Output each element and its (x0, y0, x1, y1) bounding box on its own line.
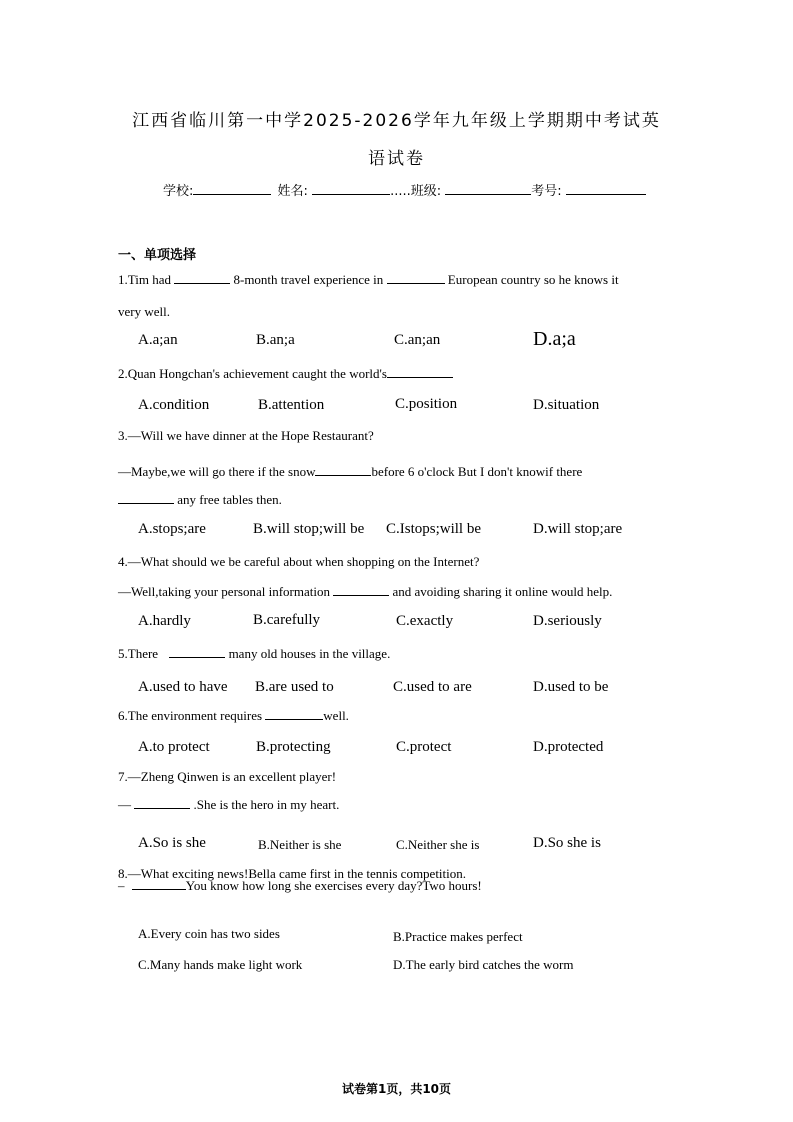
name-label: 姓名: (277, 184, 308, 199)
q5-option-d[interactable]: D.used to be (533, 679, 609, 695)
q4-option-d[interactable]: D.seriously (533, 613, 602, 629)
school-blank (193, 182, 271, 195)
class-label: 班级: (410, 184, 442, 199)
q8-option-d[interactable]: D.The early bird catches the worm (393, 957, 574, 972)
question-4-line-2 (118, 584, 612, 600)
question-1-line-1 (118, 272, 619, 288)
q3-stem-b: —Maybe,we will go there if the snow (118, 464, 316, 479)
q5-option-c[interactable]: C.used to are (393, 679, 472, 695)
q1-blank-2 (387, 272, 445, 284)
exam-no-label: 考号: (531, 184, 562, 199)
page-title-line-1: 江西省临川第一中学2025-2026学年九年级上学期期中考试英 (132, 111, 661, 131)
question-5 (118, 646, 390, 662)
school-label: 学校: (163, 184, 194, 199)
q2-option-a[interactable]: A.condition (138, 397, 210, 413)
q6-option-b[interactable]: B.protecting (256, 739, 331, 755)
q8-blank (132, 878, 186, 890)
q3-stem-c: before 6 o'clock But I don't knowif there (371, 464, 583, 479)
q4-option-b[interactable]: B.carefully (253, 612, 321, 628)
q1-blank-1 (174, 272, 230, 284)
q1-stem-b: 8-month travel experience in (233, 272, 384, 287)
q1-stem-d: very well. (118, 304, 170, 319)
class-blank (445, 182, 531, 195)
q3-option-b[interactable]: B.will stop;will be (253, 521, 365, 537)
q4-stem-a: 4.—What should we be careful about when shopping on the Internet? (118, 554, 480, 569)
question-7-line-2 (118, 797, 339, 813)
q1-option-a[interactable]: A.a;an (138, 332, 178, 348)
q2-stem-a: 2.Quan Hongchan's achievement caught the world's (118, 366, 387, 381)
q8-stem-a: 8.—What exciting news!Bella came first in the tennis competition. (118, 866, 467, 881)
q5-stem-b: many old houses in the village. (228, 646, 391, 661)
q3-stem-a: 3.—Will we have dinner at the Hope Restaurant? (118, 428, 374, 443)
q3-stem-d: any free tables then. (177, 492, 282, 507)
q6-stem-a: 6.The environment requires (118, 708, 263, 723)
q7-option-b[interactable]: B.Neither is she (258, 837, 342, 852)
q8-option-a[interactable]: A.Every coin has two sides (138, 926, 280, 941)
q2-blank (387, 366, 453, 378)
q3-option-d[interactable]: D.will stop;are (533, 521, 623, 537)
page-title-line-2: 语试卷 (368, 149, 425, 169)
dots: ..... (390, 184, 411, 199)
q1-stem-c: European country so he knows it (447, 272, 619, 287)
q1-option-c[interactable]: C.an;an (394, 332, 441, 348)
q5-stem-a: 5.There (118, 646, 159, 661)
q2-option-b[interactable]: B.attention (258, 397, 325, 413)
q5-option-a[interactable]: A.used to have (138, 679, 228, 695)
q6-blank (265, 708, 323, 720)
q7-stem-a: 7.—Zheng Qinwen is an excellent player! (118, 769, 337, 784)
question-3-line-2 (118, 464, 582, 480)
q5-option-b[interactable]: B.are used to (255, 679, 334, 695)
q6-option-d[interactable]: D.protected (533, 739, 604, 755)
q6-option-a[interactable]: A.to protect (138, 739, 210, 755)
q8-option-b[interactable]: B.Practice makes perfect (393, 929, 523, 944)
question-6 (118, 708, 349, 724)
q2-option-d[interactable]: D.situation (533, 397, 600, 413)
q7-stem-b: — (118, 797, 131, 812)
q4-blank (333, 584, 389, 596)
q4-stem-c: and avoiding sharing it online would help. (392, 584, 613, 599)
q8-stem-c: You know how long she exercises every day?Two hours! (185, 878, 482, 893)
q8-option-c[interactable]: C.Many hands make light work (138, 957, 303, 972)
q3-option-a[interactable]: A.stops;are (138, 521, 206, 537)
q7-option-a[interactable]: A.So is she (138, 835, 206, 851)
page-footer: 试卷第1页，共10页 (341, 1082, 452, 1096)
student-info-line (163, 180, 646, 199)
q8-stem-b: – (118, 878, 125, 893)
q1-stem-a: 1.Tim had (118, 272, 171, 287)
question-2 (118, 366, 453, 382)
name-blank (312, 182, 390, 195)
q3-blank-2 (118, 492, 174, 504)
q4-stem-b: —Well,taking your personal information (118, 584, 330, 599)
q3-option-c[interactable]: C.Istops;will be (386, 521, 482, 537)
q6-option-c[interactable]: C.protect (396, 739, 452, 755)
q7-option-c[interactable]: C.Neither she is (396, 837, 480, 852)
question-8-line-2 (118, 878, 482, 894)
q2-option-c[interactable]: C.position (395, 396, 458, 412)
q7-stem-c: .She is the hero in my heart. (193, 797, 340, 812)
question-3-line-3 (118, 492, 282, 508)
q7-option-d[interactable]: D.So she is (533, 835, 601, 851)
q3-blank-1 (315, 464, 371, 476)
q4-option-c[interactable]: C.exactly (396, 613, 454, 629)
q7-blank (134, 797, 190, 809)
q6-stem-b: well. (323, 708, 349, 723)
q5-blank (169, 646, 225, 658)
q1-option-b[interactable]: B.an;a (256, 332, 295, 348)
exam-no-blank (566, 182, 646, 195)
q4-option-a[interactable]: A.hardly (138, 613, 191, 629)
section-title: 一、单项选择 (118, 248, 197, 263)
q1-option-d[interactable]: D.a;a (533, 328, 576, 350)
